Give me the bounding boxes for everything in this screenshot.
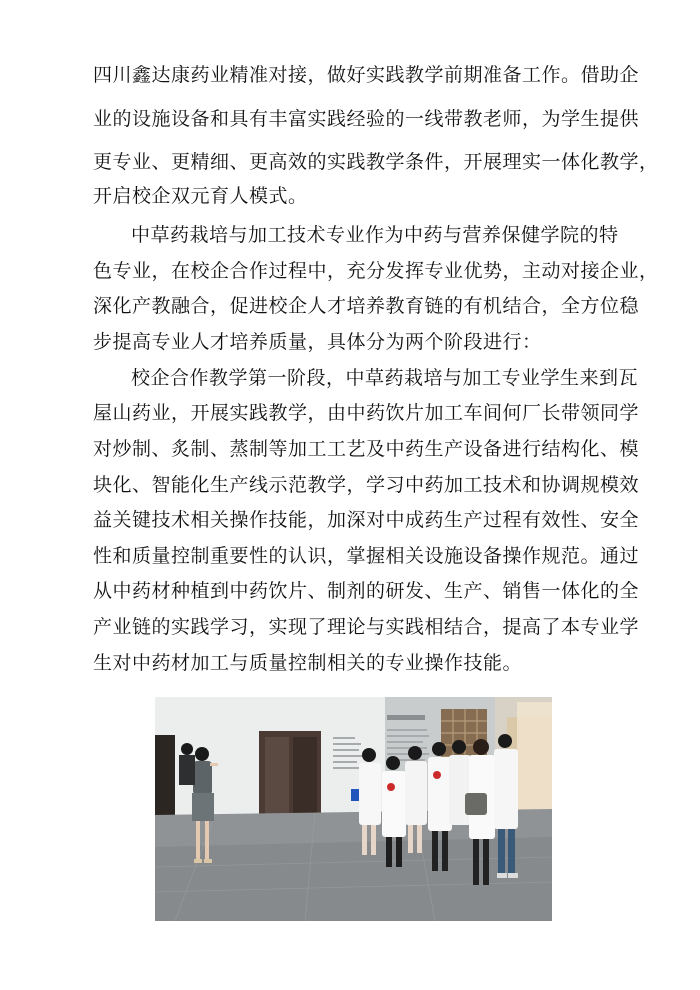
paragraph-3-line-8: 产业链的实践学习，实现了理论与实践相结合，提高了本专业学 (93, 616, 640, 638)
paragraph-3-line-3: 对炒制、炙制、蒸制等加工工艺及中药生产设备进行结构化、模 (93, 438, 640, 460)
paragraph-2-line-4: 步提高专业人才培养质量，具体分为两个阶段进行： (93, 331, 542, 353)
paragraph-1-line-2: 业的设施设备和具有丰富实践经验的一线带教老师，为学生提供 (93, 108, 640, 130)
paragraph-2-line-2: 色专业，在校企合作过程中，充分发挥专业优势，主动对接企业， (93, 260, 659, 282)
paragraph-3-line-6: 性和质量控制重要性的认识，掌握相关设施设备操作规范。通过 (93, 545, 640, 567)
photo-students-in-hall (155, 697, 552, 921)
paragraph-1-line-3: 更专业、更精细、更高效的实践教学条件，开展理实一体化教学， (93, 151, 659, 173)
paragraph-3-line-7: 从中药材种植到中药饮片、制剂的研发、生产、销售一体化的全 (93, 580, 640, 602)
paragraph-2-line-1: 中草药栽培与加工技术专业作为中药与营养保健学院的特 (131, 224, 619, 246)
paragraph-3-line-1: 校企合作教学第一阶段，中草药栽培与加工专业学生来到瓦 (131, 367, 639, 389)
paragraph-3-line-2: 屋山药业，开展实践教学，由中药饮片加工车间何厂长带领同学 (93, 402, 640, 424)
paragraph-2-line-3: 深化产教融合，促进校企人才培养教育链的有机结合，全方位稳 (93, 295, 640, 317)
paragraph-1-line-1: 四川鑫达康药业精准对接，做好实践教学前期准备工作。借助企 (93, 64, 640, 86)
paragraph-3-line-5: 益关键技术相关操作技能，加深对中成药生产过程有效性、安全 (93, 509, 640, 531)
paragraph-1-line-4: 开启校企双元育人模式。 (93, 185, 308, 207)
paragraph-3-line-9: 生对中药材加工与质量控制相关的专业操作技能。 (93, 652, 523, 674)
paragraph-3-line-4: 块化、智能化生产线示范教学，学习中药加工技术和协调规模效 (93, 474, 640, 496)
